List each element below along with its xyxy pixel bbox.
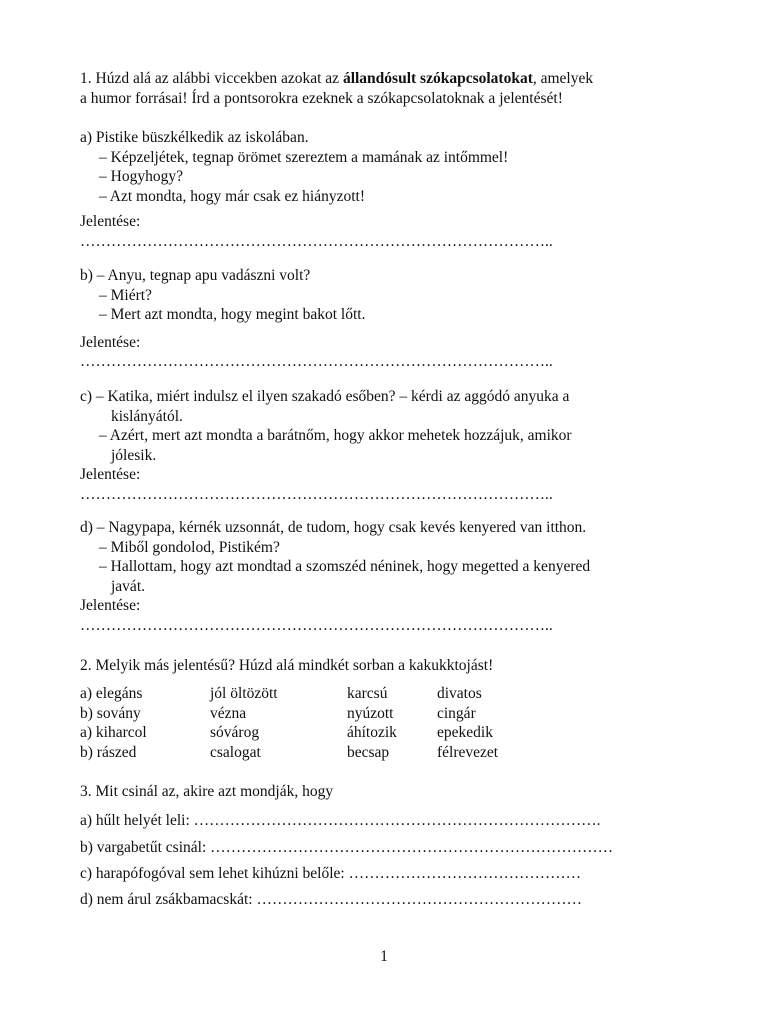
word-cell[interactable]: cingár xyxy=(437,704,476,722)
task1-heading-line1: 1. Húzd alá az alábbi viccekben azokat az állandósult szókapcsolatokat, amelyek xyxy=(80,70,594,87)
joke-a: a) Pistike büszkélkedik az iskolában. – Képzeljétek, tegnap örömet szereztem a mamának az intőmmel! – Hogyhogy? – Azt mondta, hogy már csak ez hiányzott! Jelentése: ……………………………………………………………………………….. xyxy=(80,128,700,251)
word-cell: a) elegáns xyxy=(80,685,143,702)
task1-heading-line2: a humor forrásai! Írd a pontsorokra ezeknek a szókapcsolatoknak a jelentését! xyxy=(80,89,563,107)
word-row xyxy=(80,743,557,763)
word-cell[interactable]: vézna xyxy=(210,704,247,722)
word-cell: b) rászed xyxy=(80,743,137,761)
word-cell[interactable]: nyúzott xyxy=(347,704,394,722)
word-cell[interactable]: karcsú xyxy=(347,685,388,702)
task3-item-d xyxy=(80,890,700,910)
answer-line-c[interactable]: ……………………………………………………………………………….. xyxy=(80,485,553,503)
word-row xyxy=(80,723,557,743)
answer-line[interactable]: ……………………………………………………… xyxy=(256,891,582,908)
task3-item-b xyxy=(80,838,700,858)
word-cell[interactable]: félrevezet xyxy=(437,743,499,761)
answer-line-d[interactable]: ……………………………………………………………………………….. xyxy=(80,616,553,634)
word-row xyxy=(80,704,557,724)
joke-b: b) – Anyu, tegnap apu vadászni volt? – Miért? – Mert azt mondta, hogy megint bakot lőtt. Jelentése: ……………………………………………………………………………….. xyxy=(80,266,700,372)
answer-line-b[interactable]: ……………………………………………………………………………….. xyxy=(80,353,553,370)
task3-label: d) nem árul zsákbamacskát: xyxy=(80,891,257,908)
joke-d: d) – Nagypapa, kérnék uzsonnát, de tudom, hogy csak kevés kenyered van itthon. – Miből gondolod, Pistikém? – Hallottam, hogy azt mondtad a szomszéd néninek, hogy megetted a kenyered javát. Jelentése: ……………………………………………………………………………….. xyxy=(80,518,700,635)
meaning-label-c: Jelentése: xyxy=(80,466,141,483)
answer-line[interactable]: …………………………………………………………………… xyxy=(210,839,614,856)
task3-item-c xyxy=(80,864,700,884)
task3-label: a) hűlt helyét leli: xyxy=(80,812,194,829)
task3-heading: 3. Mit csinál az, akire azt mondják, hogy xyxy=(80,783,334,800)
task1-heading-bold: állandósult szókapcsolatokat xyxy=(342,70,533,87)
word-cell[interactable]: jól öltözött xyxy=(210,685,278,702)
answer-line[interactable]: ……………………………………… xyxy=(348,865,582,882)
word-row xyxy=(80,684,557,704)
answer-line[interactable]: ……………………………………………………………………. xyxy=(193,812,601,829)
word-cell: a) kiharcol xyxy=(80,724,147,741)
task3-label: b) vargabetűt csinál: xyxy=(80,839,211,856)
task1-heading xyxy=(80,69,700,108)
meaning-label-d: Jelentése: xyxy=(80,597,141,614)
word-cell[interactable]: sóvárog xyxy=(210,724,260,741)
task3-item-a xyxy=(80,811,700,831)
word-cell[interactable]: epekedik xyxy=(437,724,493,741)
word-cell[interactable]: áhítozik xyxy=(347,724,397,741)
word-cell[interactable]: divatos xyxy=(437,685,482,702)
meaning-label-a: Jelentése: xyxy=(80,213,141,230)
task2-word-table xyxy=(80,684,700,762)
word-cell: b) sovány xyxy=(80,704,141,722)
page-number: 1 xyxy=(380,948,388,965)
joke-c: c) – Katika, miért indulsz el ilyen szakadó esőben? – kérdi az aggódó anyuka a kislányától. – Azért, mert azt mondta a barátnőm, hogy akkor mehetek hozzájuk, amikor jólesik. Jelentése: ……………………………………………………………………………….. xyxy=(80,387,700,504)
word-cell[interactable]: becsap xyxy=(347,743,390,761)
task3-label: c) harapófogóval sem lehet kihúzni belőle: xyxy=(80,865,349,882)
answer-line-a[interactable]: ……………………………………………………………………………….. xyxy=(80,232,553,250)
word-cell[interactable]: csalogat xyxy=(210,743,261,761)
task2-heading: 2. Melyik más jelentésű? Húzd alá mindkét sorban a kakukktojást! xyxy=(80,657,494,674)
meaning-label-b: Jelentése: xyxy=(80,333,141,351)
